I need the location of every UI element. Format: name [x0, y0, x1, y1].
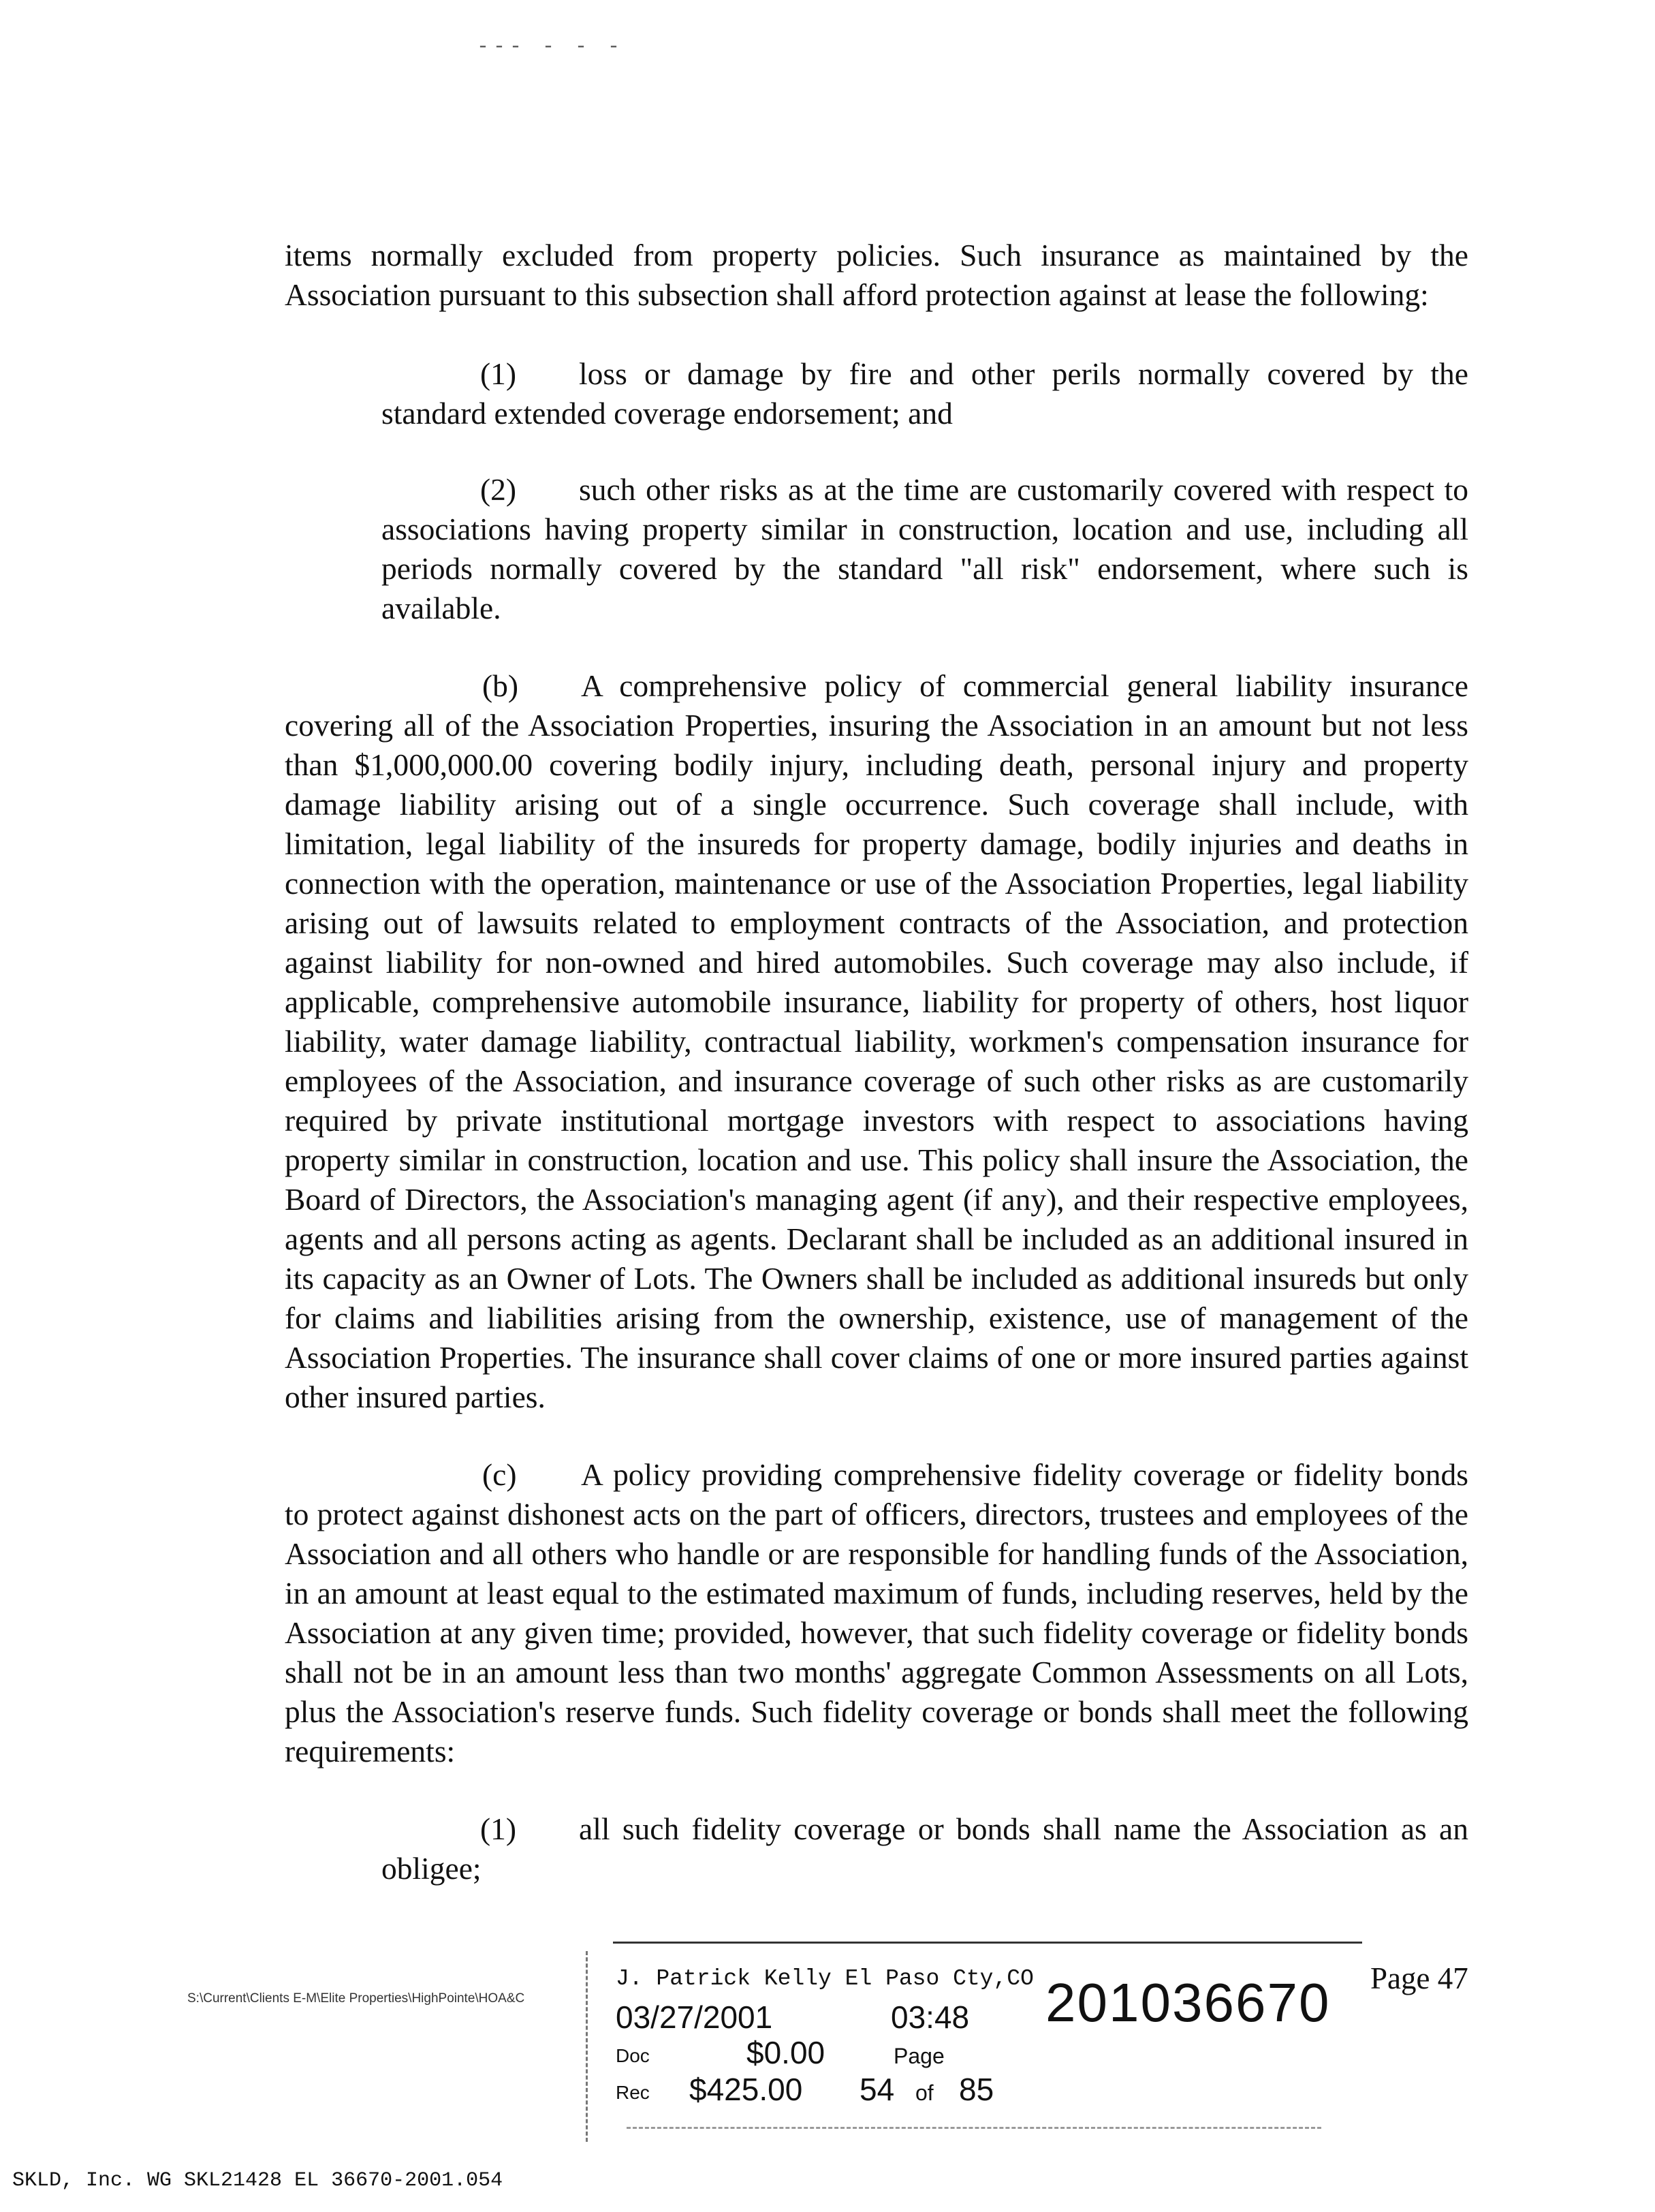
file-path-footer: S:\Current\Clients E-M\Elite Properties\HighPointe\HOA&C [187, 1991, 525, 2006]
stamp-page-label: Page [894, 2044, 945, 2068]
paragraph-text: A comprehensive policy of commercial general liability insurance covering all of the Association Properties, insuring the Association in an amount but not less than $1,000,000.00 covering bodily injury, including death, personal injury and property damage liability arising out of a single occurrence. Such coverage shall include, with limitation, legal liability of the insureds for property damage, bodily injuries and deaths in connection with the operation, maintenance or use of the Association Properties, legal liability arising out of lawsuits related to employment contracts of the Association, and protection against liability for non-owned and hired automobiles. Such coverage may also include, if applicable, comprehensive automobile insurance, liability for property of others, host liquor liability, water damage liability, contractual liability, workmen's compensation insurance for employees of the Association, and insurance coverage of such other risks as are customarily required by private institutional mortgage investors with respect to associations having property similar in construction, location and use. This policy shall insure the Association, the Board of Directors, the Association's managing agent (if any), and their respective employees, agents and all persons acting as agents. Declarant shall be included as an additional insured in its capacity as an Owner of Lots. The Owners shall be included as additional insureds but only for claims and liabilities arising from the ownership, existence, use of management of the Association Properties. The insurance shall cover claims of one or more insured parties against other insured parties. [285, 668, 1468, 1414]
recording-stamp [586, 1942, 1369, 2146]
list-item-a1 [381, 354, 1468, 433]
stamp-page-total: 85 [959, 2072, 994, 2107]
stamp-reception-number: 201036670 [1045, 1972, 1331, 2033]
stamp-of-label: of [915, 2081, 934, 2105]
paragraph-text: A policy providing comprehensive fidelity coverage or fidelity bonds to protect against dishonest acts on the part of officers, directors, trustees and employees of the Association and all others who handle or are responsible for handling funds of the Association, in an amount at least equal to the estimated maximum of funds, including reserves, held by the Association at any given time; provided, however, that such fidelity coverage or fidelity bonds shall not be in an amount less than two months' aggregate Common Assessments on all Lots, plus the Association's reserve funds. Such fidelity coverage or bonds shall meet the following requirements: [285, 1457, 1468, 1769]
top-scan-specks: --- - - - [477, 35, 625, 59]
paragraph-marker: (c) [482, 1457, 517, 1492]
footer-code: SKLD, Inc. WG SKL21428 EL 36670-2001.054 [12, 2169, 503, 2192]
stamp-recorder: J. Patrick Kelly El Paso Cty,CO [616, 1966, 1034, 1991]
list-item-c1 [381, 1809, 1468, 1888]
stamp-doc-fee: $0.00 [746, 2035, 825, 2070]
paragraph-c [285, 1455, 1468, 1771]
stamp-left-border [586, 1951, 596, 2142]
list-marker: (2) [480, 472, 517, 507]
stamp-top-rule [613, 1942, 1362, 1944]
list-item-text: all such fidelity coverage or bonds shall name the Association as an obligee; [381, 1811, 1468, 1886]
list-item-text: loss or damage by fire and other perils normally covered by the standard extended coverage endorsement; and [381, 356, 1468, 431]
stamp-page-current: 54 [860, 2072, 895, 2107]
paragraph-marker: (b) [482, 668, 519, 703]
list-marker: (1) [480, 1811, 517, 1846]
list-marker: (1) [480, 356, 517, 391]
page-number: Page 47 [1370, 1961, 1468, 1995]
paragraph-b [285, 666, 1468, 1417]
stamp-bottom-rule [627, 2127, 1321, 2129]
stamp-rec-fee: $425.00 [689, 2072, 803, 2107]
list-item-text: such other risks as at the time are customarily covered with respect to associations having property similar in construction, location and use, including all periods normally covered by the standard "all risk" endorsement, where such is available. [381, 472, 1468, 625]
list-item-a2 [381, 470, 1468, 628]
stamp-time: 03:48 [891, 1999, 970, 2035]
stamp-rec-label: Rec [616, 2082, 650, 2103]
intro-paragraph: items normally excluded from property policies. Such insurance as maintained by the Association pursuant to this subsection shall afford protection against at lease the following: [285, 238, 1468, 312]
stamp-date: 03/27/2001 [616, 1999, 773, 2035]
stamp-doc-label: Doc [616, 2045, 650, 2066]
